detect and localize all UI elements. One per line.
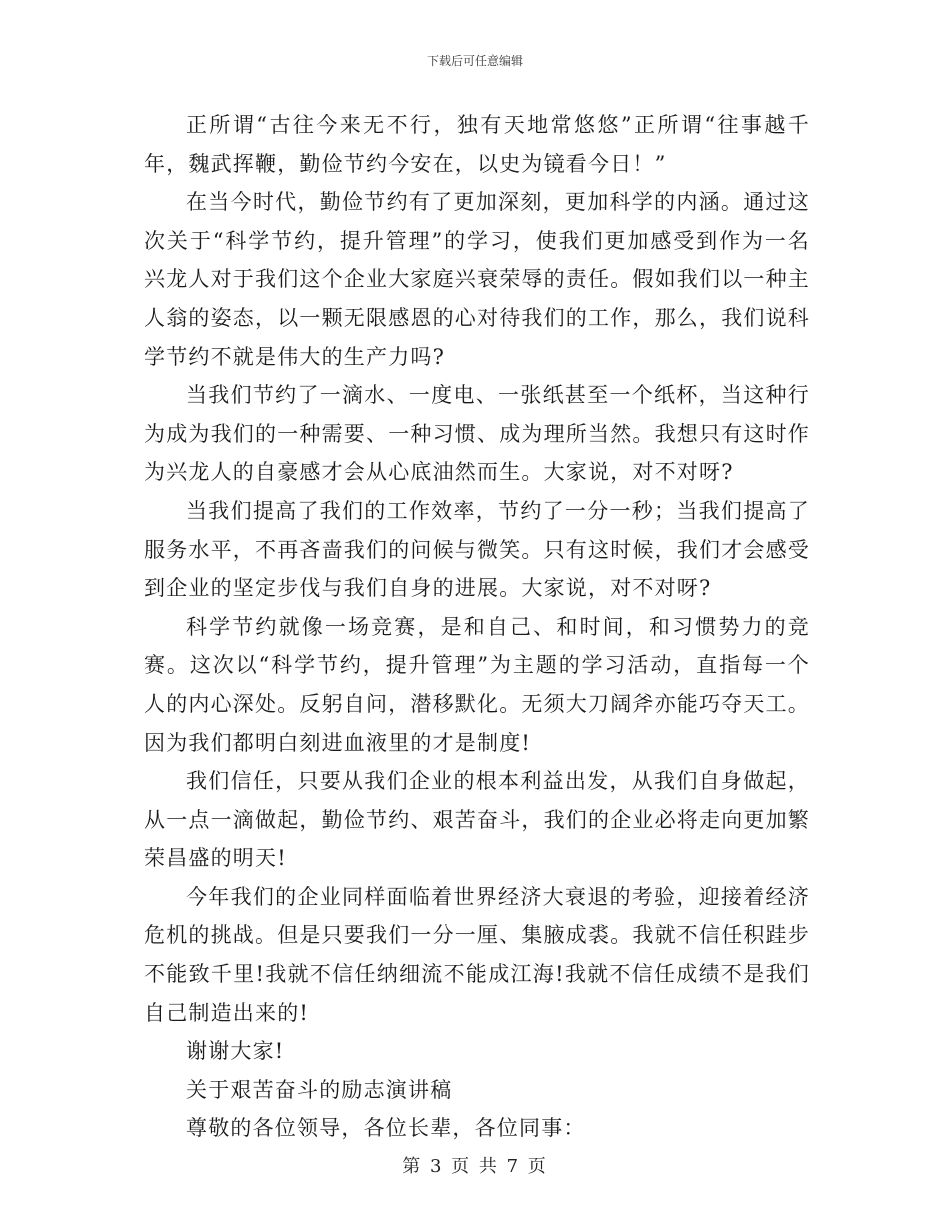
closing-line: 谢谢大家!	[186, 1039, 285, 1064]
section-title: 关于艰苦奋斗的励志演讲稿	[186, 1077, 453, 1102]
document-body	[144, 106, 810, 1148]
paragraph: 今年我们的企业同样面临着世界经济大衰退的考验，迎接着经济危机的挑战。但是只要我们一分一厘、集腋成裘。我就不信任积跬步不能致千里!我就不信任纳细流不能成江海!我就不信任成绩不是我们自己制造出来的!	[144, 884, 810, 1025]
paragraph: 科学节约就像一场竞赛，是和自己、和时间，和习惯势力的竞赛。这次以“科学节约，提升管理”为主题的学习活动，直指每一个人的内心深处。反躬自问，潜移默化。无须大刀阔斧亦能巧夺天工。因为我们都明白刻进血液里的才是制度!	[144, 614, 810, 755]
salutation: 尊敬的各位领导，各位长辈，各位同事：	[186, 1116, 586, 1141]
paragraph: 我们信任，只要从我们企业的根本利益出发，从我们自身做起，从一点一滴做起，勤俭节约、艰苦奋斗，我们的企业必将走向更加繁荣昌盛的明天!	[144, 769, 810, 871]
paragraph: 正所谓“古往今来无不行，独有天地常悠悠”正所谓“往事越千年，魏武挥鞭，勤俭节约今安在，以史为镜看今日！”	[144, 113, 810, 176]
page-number: 第 3 页 共 7 页	[402, 1156, 548, 1177]
paragraph: 当我们节约了一滴水、一度电、一张纸甚至一个纸杯，当这种行为成为我们的一种需要、一种习惯、成为理所当然。我想只有这时作为兴龙人的自豪感才会从心底油然而生。大家说，对不对呀?	[144, 383, 810, 485]
page-header-note: 下载后可任意编辑	[426, 54, 523, 68]
paragraph: 当我们提高了我们的工作效率，节约了一分一秒；当我们提高了服务水平，不再吝啬我们的问候与微笑。只有这时候，我们才会感受到企业的坚定步伐与我们自身的进展。大家说，对不对呀?	[144, 498, 810, 601]
paragraph: 在当今时代，勤俭节约有了更加深刻，更加科学的内涵。通过这次关于“科学节约，提升管理”的学习，使我们更加感受到作为一名兴龙人对于我们这个企业大家庭兴衰荣辱的责任。假如我们以一种主人翁的姿态，以一颗无限感恩的心对待我们的工作，那么，我们说科学节约不就是伟大的生产力吗?	[144, 190, 810, 369]
